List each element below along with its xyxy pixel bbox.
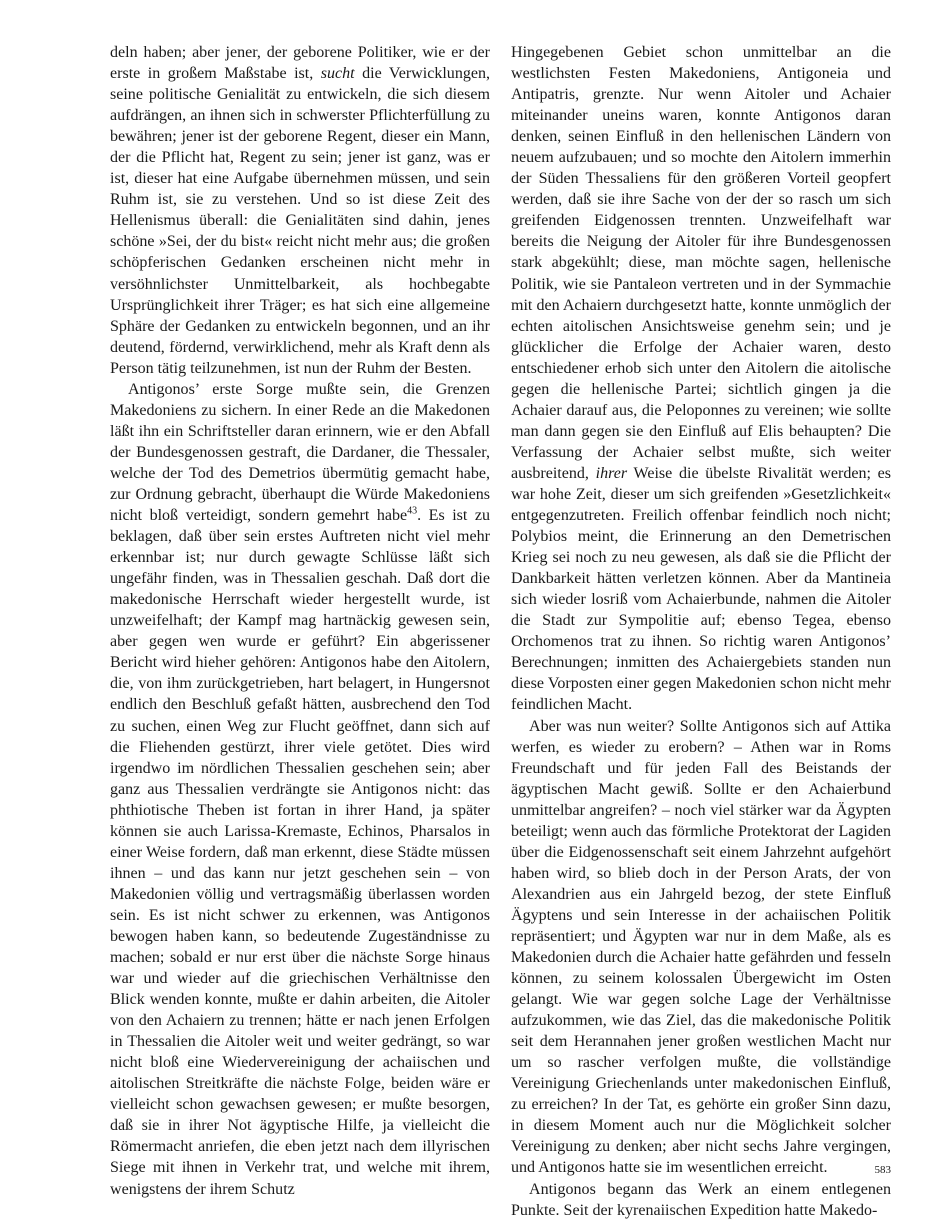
text-run: Antigonos’ erste Sorge mußte sein, die Grenzen Makedoniens zu sichern. In einer Rede an die Makedonen läßt ihn ein Schriftsteller daran erinnern, wie er den Abfall der Bundesgenossen gestraft, die Dardaner, die Thessaler, welche der Tod des Demetrios übermütig gemacht habe, zur Ordnung gebracht, überhaupt die Würde Makedoniens nicht bloß verteidigt, sondern gemehrt habe [110, 380, 490, 525]
paragraph [110, 379, 490, 1200]
emphasis: sucht [320, 65, 355, 83]
text-run: Weise die übelste Rivalität werden; es war hohe Zeit, dieser um sich greifenden »Gesetzlichkeit« entgegenzutreten. Freilich offenbar feindlich noch nicht; Polybios meint, die Erinnerung an den Demetrischen Krieg sei noch zu neu gewesen, als daß sie die Pflicht der Dankbarkeit hätten verletzen können. Aber da Mantineia sich wieder losriß vom Achaierbunde, nahmen die Aitoler die Stadt zur Sympolitie auf; ebenso Tegea, ebenso Orchomenos trat zu ihnen. So richtig waren Antigonos’ Berechnungen; inmitten des Achaiergebiets standen nun diese Vorposten einer gegen Makedonien schon nicht mehr feindlichen Macht. [511, 464, 891, 714]
right-column [511, 42, 891, 1221]
paragraph: Aber was nun weiter? Sollte Antigonos sich auf Attika werfen, es wieder zu erobern? – Athen war in Roms Freundschaft und für jeden Fall des Beistands der ägyptischen Macht gewiß. Sollte er den Achaierbund unmittelbar angreifen? – noch viel stärker war da Ägypten beteiligt; wenn auch das förmliche Protektorat der Lagiden über die Eidgenossenschaft seit einem Jahrzehnt aufgehört haben wird, so blieb doch in der Person Arats, der von Alexandrien aus ein Jahrgeld bezog, der stete Einfluß Ägyptens und sein Interesse in der achaiischen Politik repräsentiert; und Ägypten war nur in dem Maße, als es Makedonien durch die Achaier hatte gefährden und fesseln können, zu seinem kolossalen Übergewicht im Osten gelangt. Wie war gegen solche Lage der Verhältnisse aufzukommen, wie das Ziel, das die makedonische Politik seit dem Herannahen jener großen westlichen Macht nur um so rascher verfolgen mußte, die vollständige Vereinigung Griechenlands unter makedonischen Einfluß, zu erreichen? In der Tat, es gehörte ein großer Sinn dazu, in diesem Moment auch nur die Möglichkeit solcher Vereinigung zu denken; aber nicht sechs Jahre vergingen, und Antigonos hatte sie im wesentlichen erreicht. [511, 717, 891, 1177]
paragraph: Antigonos begann das Werk an einem entlegenen Punkte. Seit der kyrenaiischen Expedition hatte Makedo- [511, 1180, 891, 1219]
text-run: . Es ist zu beklagen, daß über sein erstes Auftreten nicht viel mehr erkennbar ist; nur durch gewagte Schlüsse läßt sich ungefähr finden, was in Thessalien geschah. Daß dort die makedonische Herrschaft wieder hergestellt wurde, ist unzweifelhaft; der Kampf mag hartnäckig gewesen sein, aber gegen wen wurde er geführt? Ein abgerissener Bericht wird hieher gehören: Antigonos habe den Aitolern, die, von ihm zurückgetrieben, hart belagert, in Hungersnot endlich den Beschluß gefaßt hätten, ausbrechend den Tod zu suchen, einen Weg zur Flucht geöffnet, dann sich auf die Fliehenden gestürzt, ihrer viele getötet. Dies wird irgendwo im nördlichen Thessalien geschehen sein; aber ganz aus Thessalien verdrängte sie Antigonos nicht: das phthiotische Theben ist fortan in ihrer Hand, ja später können sie auch Larissa-Kremaste, Echinos, Pharsalos in einer Weise fordern, daß man erkennt, diese Städte müssen ihnen – und das kann nur jetzt geschehen sein – von Makedonien völlig und vertragsmäßig überlassen worden sein. Es ist nicht schwer zu erkennen, was Antigonos bewogen haben kann, so bedeutende Zugeständnisse zu machen; sobald er nur erst über die nächste Sorge hinaus war und wieder auf die griechischen Verhältnisse den Blick wenden konnte, mußte er dahin arbeiten, die Aitoler von den Achaiern zu trennen; hätte er nach jenen Erfolgen in Thessalien die Aitoler weit und weiter gedrängt, so war nicht bloß eine Wiedervereinigung der achaiischen und aitolischen Streitkräfte die nächste Folge, beiden wäre er vielleicht schon gewachsen gewesen; er mußte besorgen, daß sie in ihrer Not ägyptische Hilfe, ja vielleicht die Römermacht anriefen, die eben jetzt nach dem illyrischen Siege mit ihnen in Verkehr trat, und welche mit ihrem, wenigstens der ihrem Schutz [110, 507, 491, 1198]
paragraph [511, 42, 891, 716]
paragraph [110, 42, 490, 379]
text-run: Hingegebenen Gebiet schon unmittelbar an die westlichsten Festen Makedoniens, Antigoneia und Antipatris, grenzte. Nur wenn Aitoler und Achaier miteinander uneins waren, konnte Antigonos daran denken, seinen Einfluß in den hellenischen Ländern von neuem aufzubauen; und so mochte den Aitolern immerhin der Süden Thessaliens für den größeren Vorteil geopfert werden, daß sie ihre Sache von der der so rasch um sich greifenden Eidgenossen trennten. Unzweifelhaft war bereits die Neigung der Aitoler für ihre Bundesgenossen stark abgekühlt; diese, man möchte sagen, hellenische Politik, wie sie Pantaleon vertreten und in der Symmachie mit den Achaiern durchgesetzt hatte, konnte unmöglich der echten aitolischen Ansichtsweise genehm sein; und je glücklicher die Erfolge der Achaier waren, desto entschiedener erhob sich unter den Aitolern die aitolische gegen die hellenische Partei; sichtlich gingen ja die Achaier darauf aus, die Peloponnes zu vereinen; wie sollte man dann gegen sie den Einfluß auf Elis behaupten? Die Verfassung der Achaier selbst mußte, sich weiter ausbreitend, [511, 44, 891, 482]
left-column [110, 42, 490, 1200]
text-run: die Verwicklungen, seine politische Genialität zu entwickeln, die sich diesem aufdrängen, an ihnen sich in schwerster Pflichterfüllung zu bewähren; jener ist der geborene Regent, dieser ein Mann, der die Pflicht hat, Regent zu sein; jener ist ganz, was er ist, dieser hat eine Aufgabe übernehmen müssen, und sein Ruhm ist, sie zu verstehen. Und so ist diese Zeit des Hellenismus überall: die Genialitäten sind dahin, jenes schöne »Sei, der du bist« reicht nicht mehr aus; die großen schöpferischen Gedanken erscheinen nicht mehr in versöhnlichster Unmittelbarkeit, als hochbegabte Ursprünglichkeit ihrer Träger; es hat sich eine allgemeine Sphäre der Gedanken zu entwickeln begonnen, und an ihr deutend, fördernd, verwirklichend, mehr als Kraft denn als Person tätig teilzunehmen, ist nun der Ruhm der Besten. [110, 65, 490, 377]
page-number: 583 [874, 1164, 891, 1176]
emphasis: ihrer [595, 464, 628, 482]
text-run: deln haben; aber jener, der geborene Politiker, wie er der erste in großem Maßstabe ist, [110, 44, 490, 83]
footnote-marker[interactable]: 43 [407, 505, 418, 517]
